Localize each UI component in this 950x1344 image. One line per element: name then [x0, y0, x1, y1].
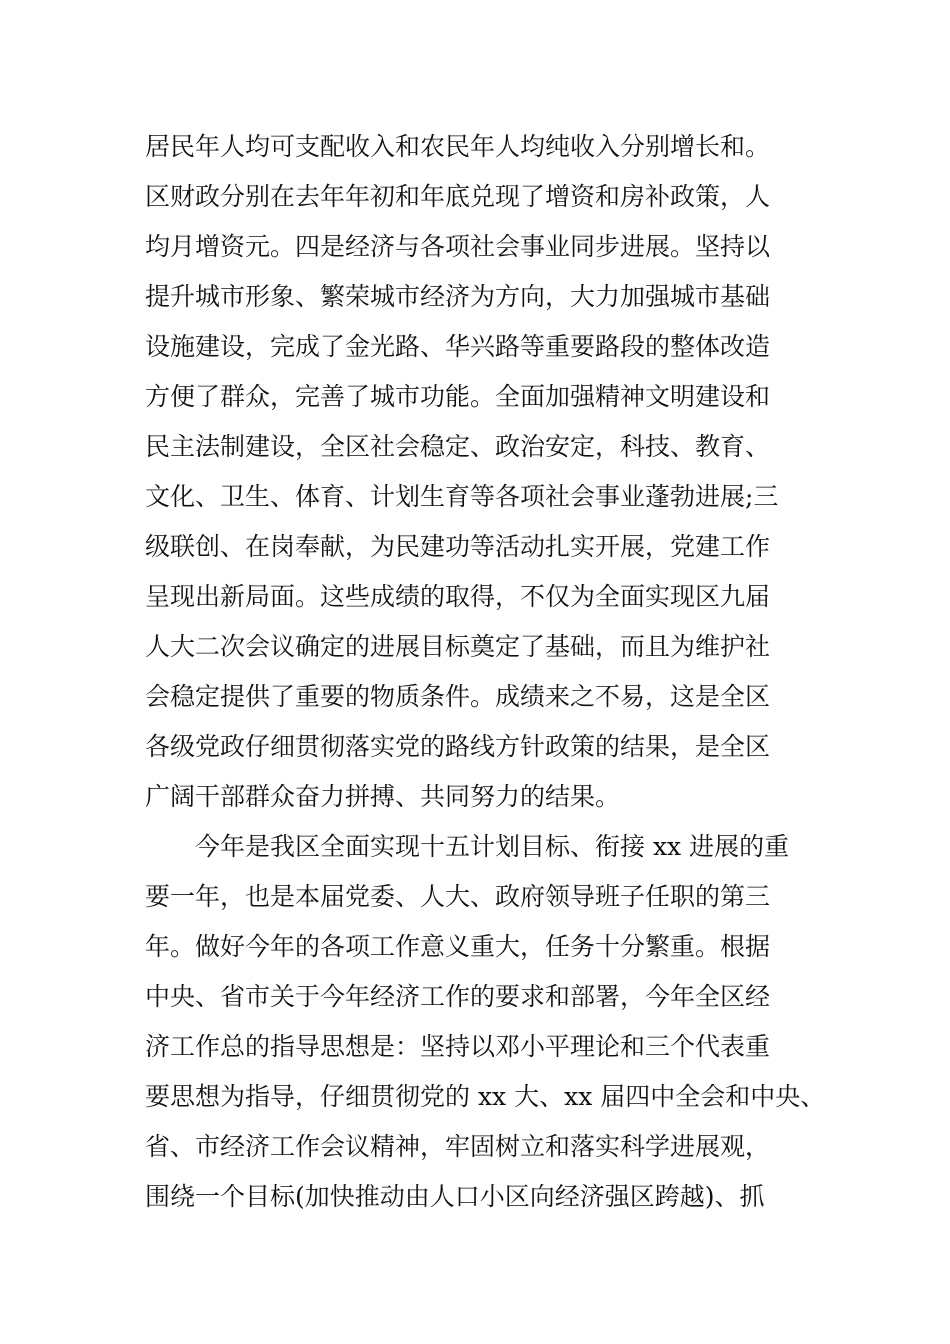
- text-line: 济工作总的指导思想是：坚持以邓小平理论和三个代表重: [145, 1032, 771, 1061]
- text-line: 年。做好今年的各项工作意义重大，任务十分繁重。根据: [145, 932, 771, 961]
- text-line: 广阔干部群众奋力拼搏、共同努力的结果。: [145, 782, 621, 811]
- text-line: 民主法制建设，全区社会稳定、政治安定，科技、教育、: [145, 432, 771, 461]
- text-line: 人大二次会议确定的进展目标奠定了基础，而且为维护社: [145, 632, 771, 661]
- text-line: 区财政分别在去年年初和年底兑现了增资和房补政策，人: [145, 182, 771, 211]
- text-line: 围绕一个目标(加快推动由人口小区向经济强区跨越)、抓: [145, 1182, 765, 1211]
- text-line: 文化、卫生、体育、计划生育等各项社会事业蓬勃进展;三: [145, 482, 779, 511]
- paragraph-first-line: 今年是我区全面实现十五计划目标、衔接 xx 进展的重: [195, 832, 790, 861]
- text-line: 要一年，也是本届党委、人大、政府领导班子任职的第三: [145, 882, 771, 911]
- text-line: 居民年人均可支配收入和农民年人均纯收入分别增长和。: [145, 132, 771, 161]
- text-line: 中央、省市关于今年经济工作的要求和部署，今年全区经: [145, 982, 771, 1011]
- text-line: 设施建设，完成了金光路、华兴路等重要路段的整体改造: [145, 332, 771, 361]
- text-line: 要思想为指导，仔细贯彻党的 xx 大、xx 届四中全会和中央、: [145, 1082, 826, 1111]
- text-line: 会稳定提供了重要的物质条件。成绩来之不易，这是全区: [145, 682, 771, 711]
- text-line: 各级党政仔细贯彻落实党的路线方针政策的结果，是全区: [145, 732, 771, 761]
- text-line: 省、市经济工作会议精神，牢固树立和落实科学进展观，: [145, 1132, 771, 1161]
- text-line: 提升城市形象、繁荣城市经济为方向，大力加强城市基础: [145, 282, 771, 311]
- text-line: 均月增资元。四是经济与各项社会事业同步进展。坚持以: [145, 232, 771, 261]
- text-line: 级联创、在岗奉献，为民建功等活动扎实开展，党建工作: [145, 532, 771, 561]
- text-line: 呈现出新局面。这些成绩的取得，不仅为全面实现区九届: [145, 582, 771, 611]
- text-line: 方便了群众，完善了城市功能。全面加强精神文明建设和: [145, 382, 771, 411]
